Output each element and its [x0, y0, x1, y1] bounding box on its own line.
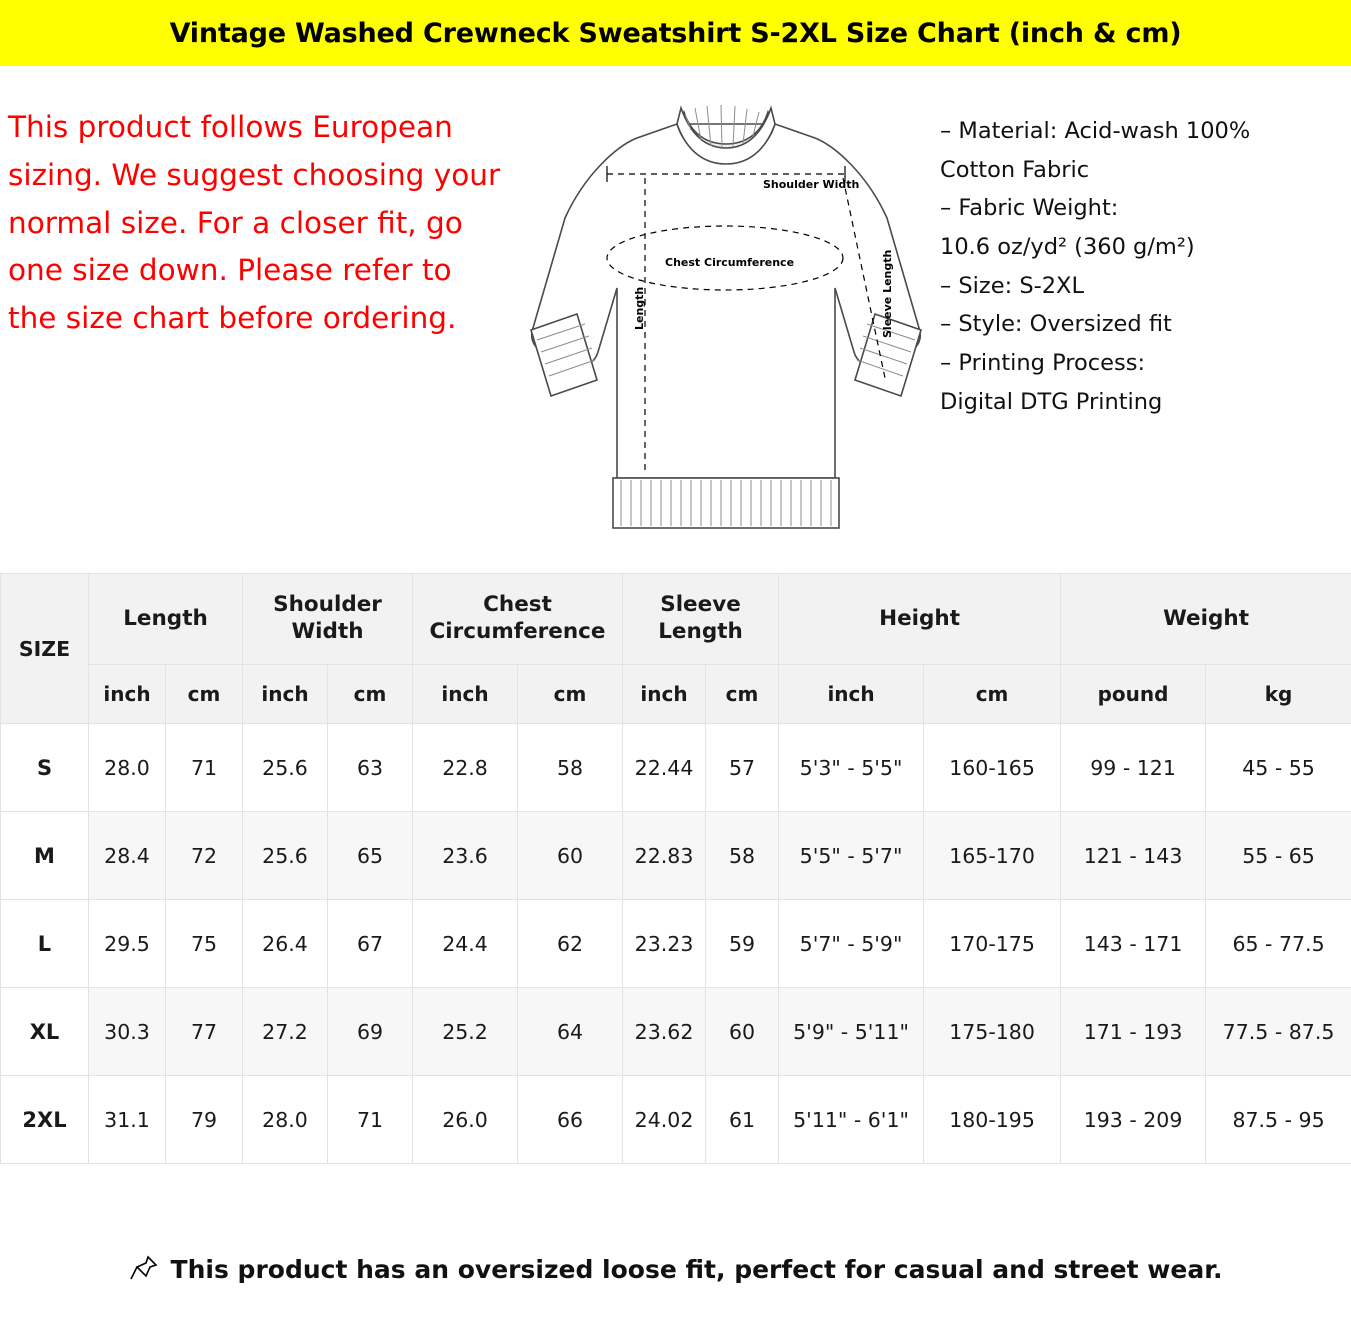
row-size: 2XL: [1, 1076, 89, 1164]
row-size: M: [1, 812, 89, 900]
header-banner: [0, 0, 1351, 68]
cell: 64: [518, 988, 623, 1076]
cell: 69: [328, 988, 413, 1076]
spec-list: [930, 74, 1351, 573]
cell: 24.4: [413, 900, 518, 988]
table-row: [1, 1076, 1351, 1164]
cell: 160-165: [924, 724, 1061, 812]
sweatshirt-drawing-icon: [525, 78, 925, 548]
spec-line: – Size: S-2XL: [940, 272, 1084, 299]
page-title: Vintage Washed Crewneck Sweatshirt S-2XL Size Chart (inch & cm): [169, 17, 1182, 49]
cell: 61: [706, 1076, 779, 1164]
cell: 25.2: [413, 988, 518, 1076]
cell: 25.6: [243, 812, 328, 900]
cell: 66: [518, 1076, 623, 1164]
cell: 23.62: [623, 988, 706, 1076]
cell: 28.4: [89, 812, 166, 900]
unit-sleeve-inch: inch: [623, 665, 706, 724]
garment-illustration: [520, 74, 930, 573]
cell: 57: [706, 724, 779, 812]
cell: 22.8: [413, 724, 518, 812]
sizing-note: [0, 74, 520, 573]
header-sleeve-length: Sleeve Length: [623, 574, 779, 665]
cell: 24.02: [623, 1076, 706, 1164]
header-size: SIZE: [1, 574, 89, 724]
cell: 60: [706, 988, 779, 1076]
cell: 193 - 209: [1061, 1076, 1206, 1164]
cell: 71: [328, 1076, 413, 1164]
cell: 77.5 - 87.5: [1206, 988, 1351, 1076]
table-row: [1, 812, 1351, 900]
label-length: Length: [633, 286, 646, 330]
unit-shoulder-cm: cm: [328, 665, 413, 724]
cell: 170-175: [924, 900, 1061, 988]
cell: 175-180: [924, 988, 1061, 1076]
footer-note: [0, 1221, 1351, 1317]
row-size: L: [1, 900, 89, 988]
row-size: S: [1, 724, 89, 812]
cell: 5'5" - 5'7": [779, 812, 924, 900]
header-weight: Weight: [1061, 574, 1351, 665]
cell: 121 - 143: [1061, 812, 1206, 900]
cell: 65: [328, 812, 413, 900]
cell: 5'3" - 5'5": [779, 724, 924, 812]
header-chest-circumference: Chest Circumference: [413, 574, 623, 665]
spec-line: Cotton Fabric: [940, 156, 1090, 183]
cell: 22.83: [623, 812, 706, 900]
table-row: [1, 724, 1351, 812]
cell: 26.0: [413, 1076, 518, 1164]
cell: 75: [166, 900, 243, 988]
size-table-wrapper: [0, 573, 1351, 1221]
cell: 26.4: [243, 900, 328, 988]
cell: 65 - 77.5: [1206, 900, 1351, 988]
row-size: XL: [1, 988, 89, 1076]
cell: 58: [706, 812, 779, 900]
spec-line: Digital DTG Printing: [940, 388, 1163, 415]
cell: 143 - 171: [1061, 900, 1206, 988]
unit-weight-kg: kg: [1206, 665, 1351, 724]
cell: 55 - 65: [1206, 812, 1351, 900]
cell: 180-195: [924, 1076, 1061, 1164]
label-shoulder-width: Shoulder Width: [763, 178, 860, 191]
cell: 72: [166, 812, 243, 900]
label-chest-circumference: Chest Circumference: [665, 256, 795, 269]
unit-length-inch: inch: [89, 665, 166, 724]
cell: 45 - 55: [1206, 724, 1351, 812]
cell: 30.3: [89, 988, 166, 1076]
cell: 5'9" - 5'11": [779, 988, 924, 1076]
unit-shoulder-inch: inch: [243, 665, 328, 724]
unit-weight-pound: pound: [1061, 665, 1206, 724]
unit-length-cm: cm: [166, 665, 243, 724]
cell: 79: [166, 1076, 243, 1164]
cell: 22.44: [623, 724, 706, 812]
header-shoulder-width: Shoulder Width: [243, 574, 413, 665]
header-length: Length: [89, 574, 243, 665]
cell: 60: [518, 812, 623, 900]
unit-height-inch: inch: [779, 665, 924, 724]
cell: 58: [518, 724, 623, 812]
table-row: [1, 988, 1351, 1076]
size-table: [0, 573, 1351, 1164]
cell: 67: [328, 900, 413, 988]
cell: 29.5: [89, 900, 166, 988]
spec-line: 10.6 oz/yd² (360 g/m²): [940, 234, 1195, 261]
unit-sleeve-cm: cm: [706, 665, 779, 724]
spec-line: – Fabric Weight:: [940, 195, 1119, 222]
pin-icon: [129, 1254, 159, 1284]
cell: 23.23: [623, 900, 706, 988]
cell: 99 - 121: [1061, 724, 1206, 812]
cell: 165-170: [924, 812, 1061, 900]
unit-chest-inch: inch: [413, 665, 518, 724]
cell: 5'11" - 6'1": [779, 1076, 924, 1164]
top-section: [0, 68, 1351, 573]
table-row: [1, 900, 1351, 988]
spec-line: – Printing Process:: [940, 350, 1146, 377]
cell: 62: [518, 900, 623, 988]
cell: 71: [166, 724, 243, 812]
cell: 28.0: [243, 1076, 328, 1164]
cell: 25.6: [243, 724, 328, 812]
cell: 31.1: [89, 1076, 166, 1164]
cell: 27.2: [243, 988, 328, 1076]
spec-line: – Style: Oversized fit: [940, 311, 1172, 338]
unit-chest-cm: cm: [518, 665, 623, 724]
label-sleeve-length: Sleeve Length: [881, 249, 894, 338]
header-height: Height: [779, 574, 1061, 665]
cell: 5'7" - 5'9": [779, 900, 924, 988]
cell: 59: [706, 900, 779, 988]
cell: 87.5 - 95: [1206, 1076, 1351, 1164]
sizing-note-text: This product follows European sizing. We suggest choosing your normal size. For a closer fit, go one size down. Please refer to the size chart before ordering.: [8, 110, 501, 336]
cell: 77: [166, 988, 243, 1076]
table-header-groups: [1, 574, 1351, 665]
table-header-units: [1, 665, 1351, 724]
cell: 171 - 193: [1061, 988, 1206, 1076]
footer-text: This product has an oversized loose fit, perfect for casual and street wear.: [170, 1254, 1223, 1284]
unit-height-cm: cm: [924, 665, 1061, 724]
cell: 63: [328, 724, 413, 812]
spec-line: – Material: Acid-wash 100%: [940, 118, 1251, 144]
cell: 23.6: [413, 812, 518, 900]
cell: 28.0: [89, 724, 166, 812]
